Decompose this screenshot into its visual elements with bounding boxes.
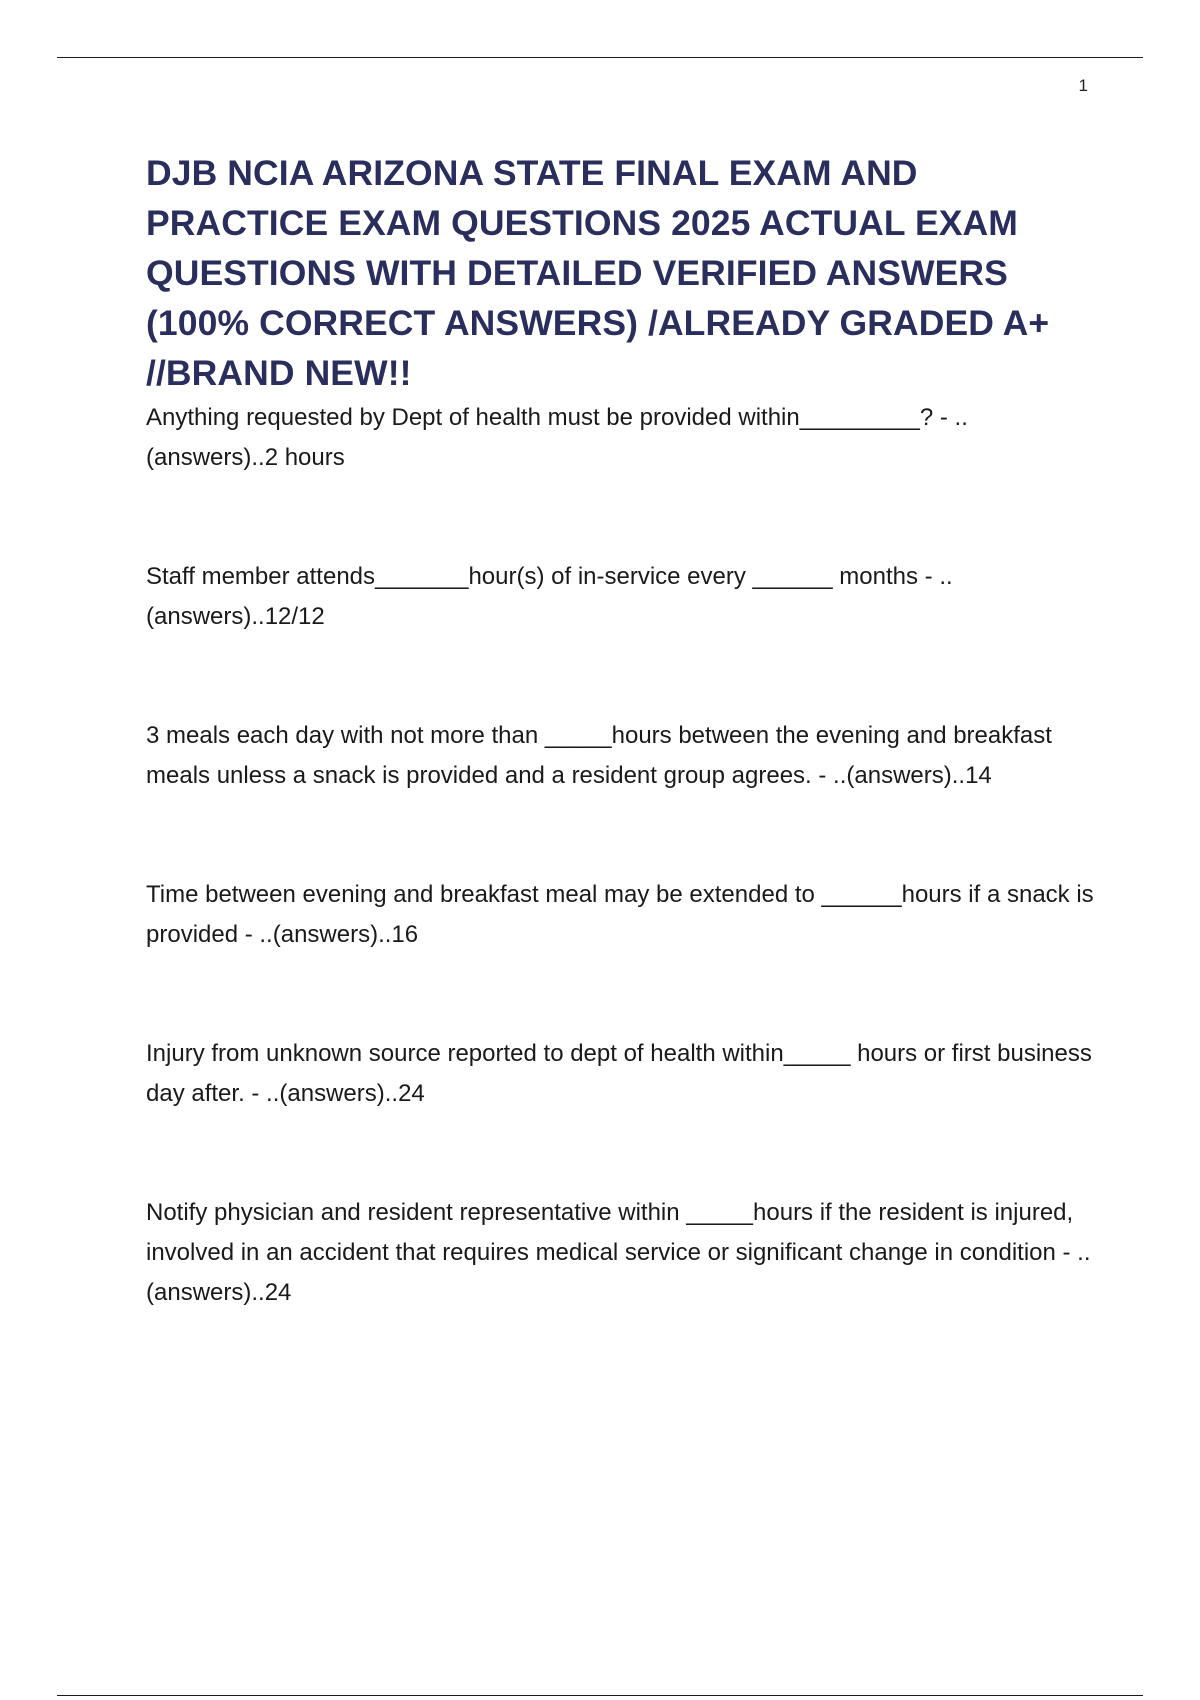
header-rule — [57, 57, 1143, 58]
page-number: 1 — [1078, 76, 1088, 95]
question-item: Time between evening and breakfast meal may be extended to ______hours if a snack is provided - ..(answers)..16 — [146, 881, 1094, 948]
question-item: Injury from unknown source reported to dept of health within_____ hours or first business day after. - ..(answers)..24 — [146, 1040, 1092, 1107]
question-item: Notify physician and resident representative within _____hours if the resident is injured, involved in an accident that requires medical service or significant change in condition - ..(answers)..24 — [146, 1199, 1091, 1306]
question-item: Staff member attends_______hour(s) of in-service every ______ months - ..(answers)..12/12 — [146, 563, 953, 630]
document-body — [146, 148, 1098, 1392]
question-item: Anything requested by Dept of health must be provided within_________? - ..(answers)..2 hours — [146, 404, 968, 471]
footer-rule — [57, 1695, 1143, 1696]
question-list — [146, 398, 1098, 1313]
question-item: 3 meals each day with not more than _____hours between the evening and breakfast meals unless a snack is provided and a resident group agrees. - ..(answers)..14 — [146, 722, 1052, 789]
document-title: DJB NCIA ARIZONA STATE FINAL EXAM AND PRACTICE EXAM QUESTIONS 2025 ACTUAL EXAM QUESTIONS WITH DETAILED VERIFIED ANSWERS (100% CORRECT ANSWERS) /ALREADY GRADED A+ //BRAND NEW!! — [146, 153, 1050, 393]
